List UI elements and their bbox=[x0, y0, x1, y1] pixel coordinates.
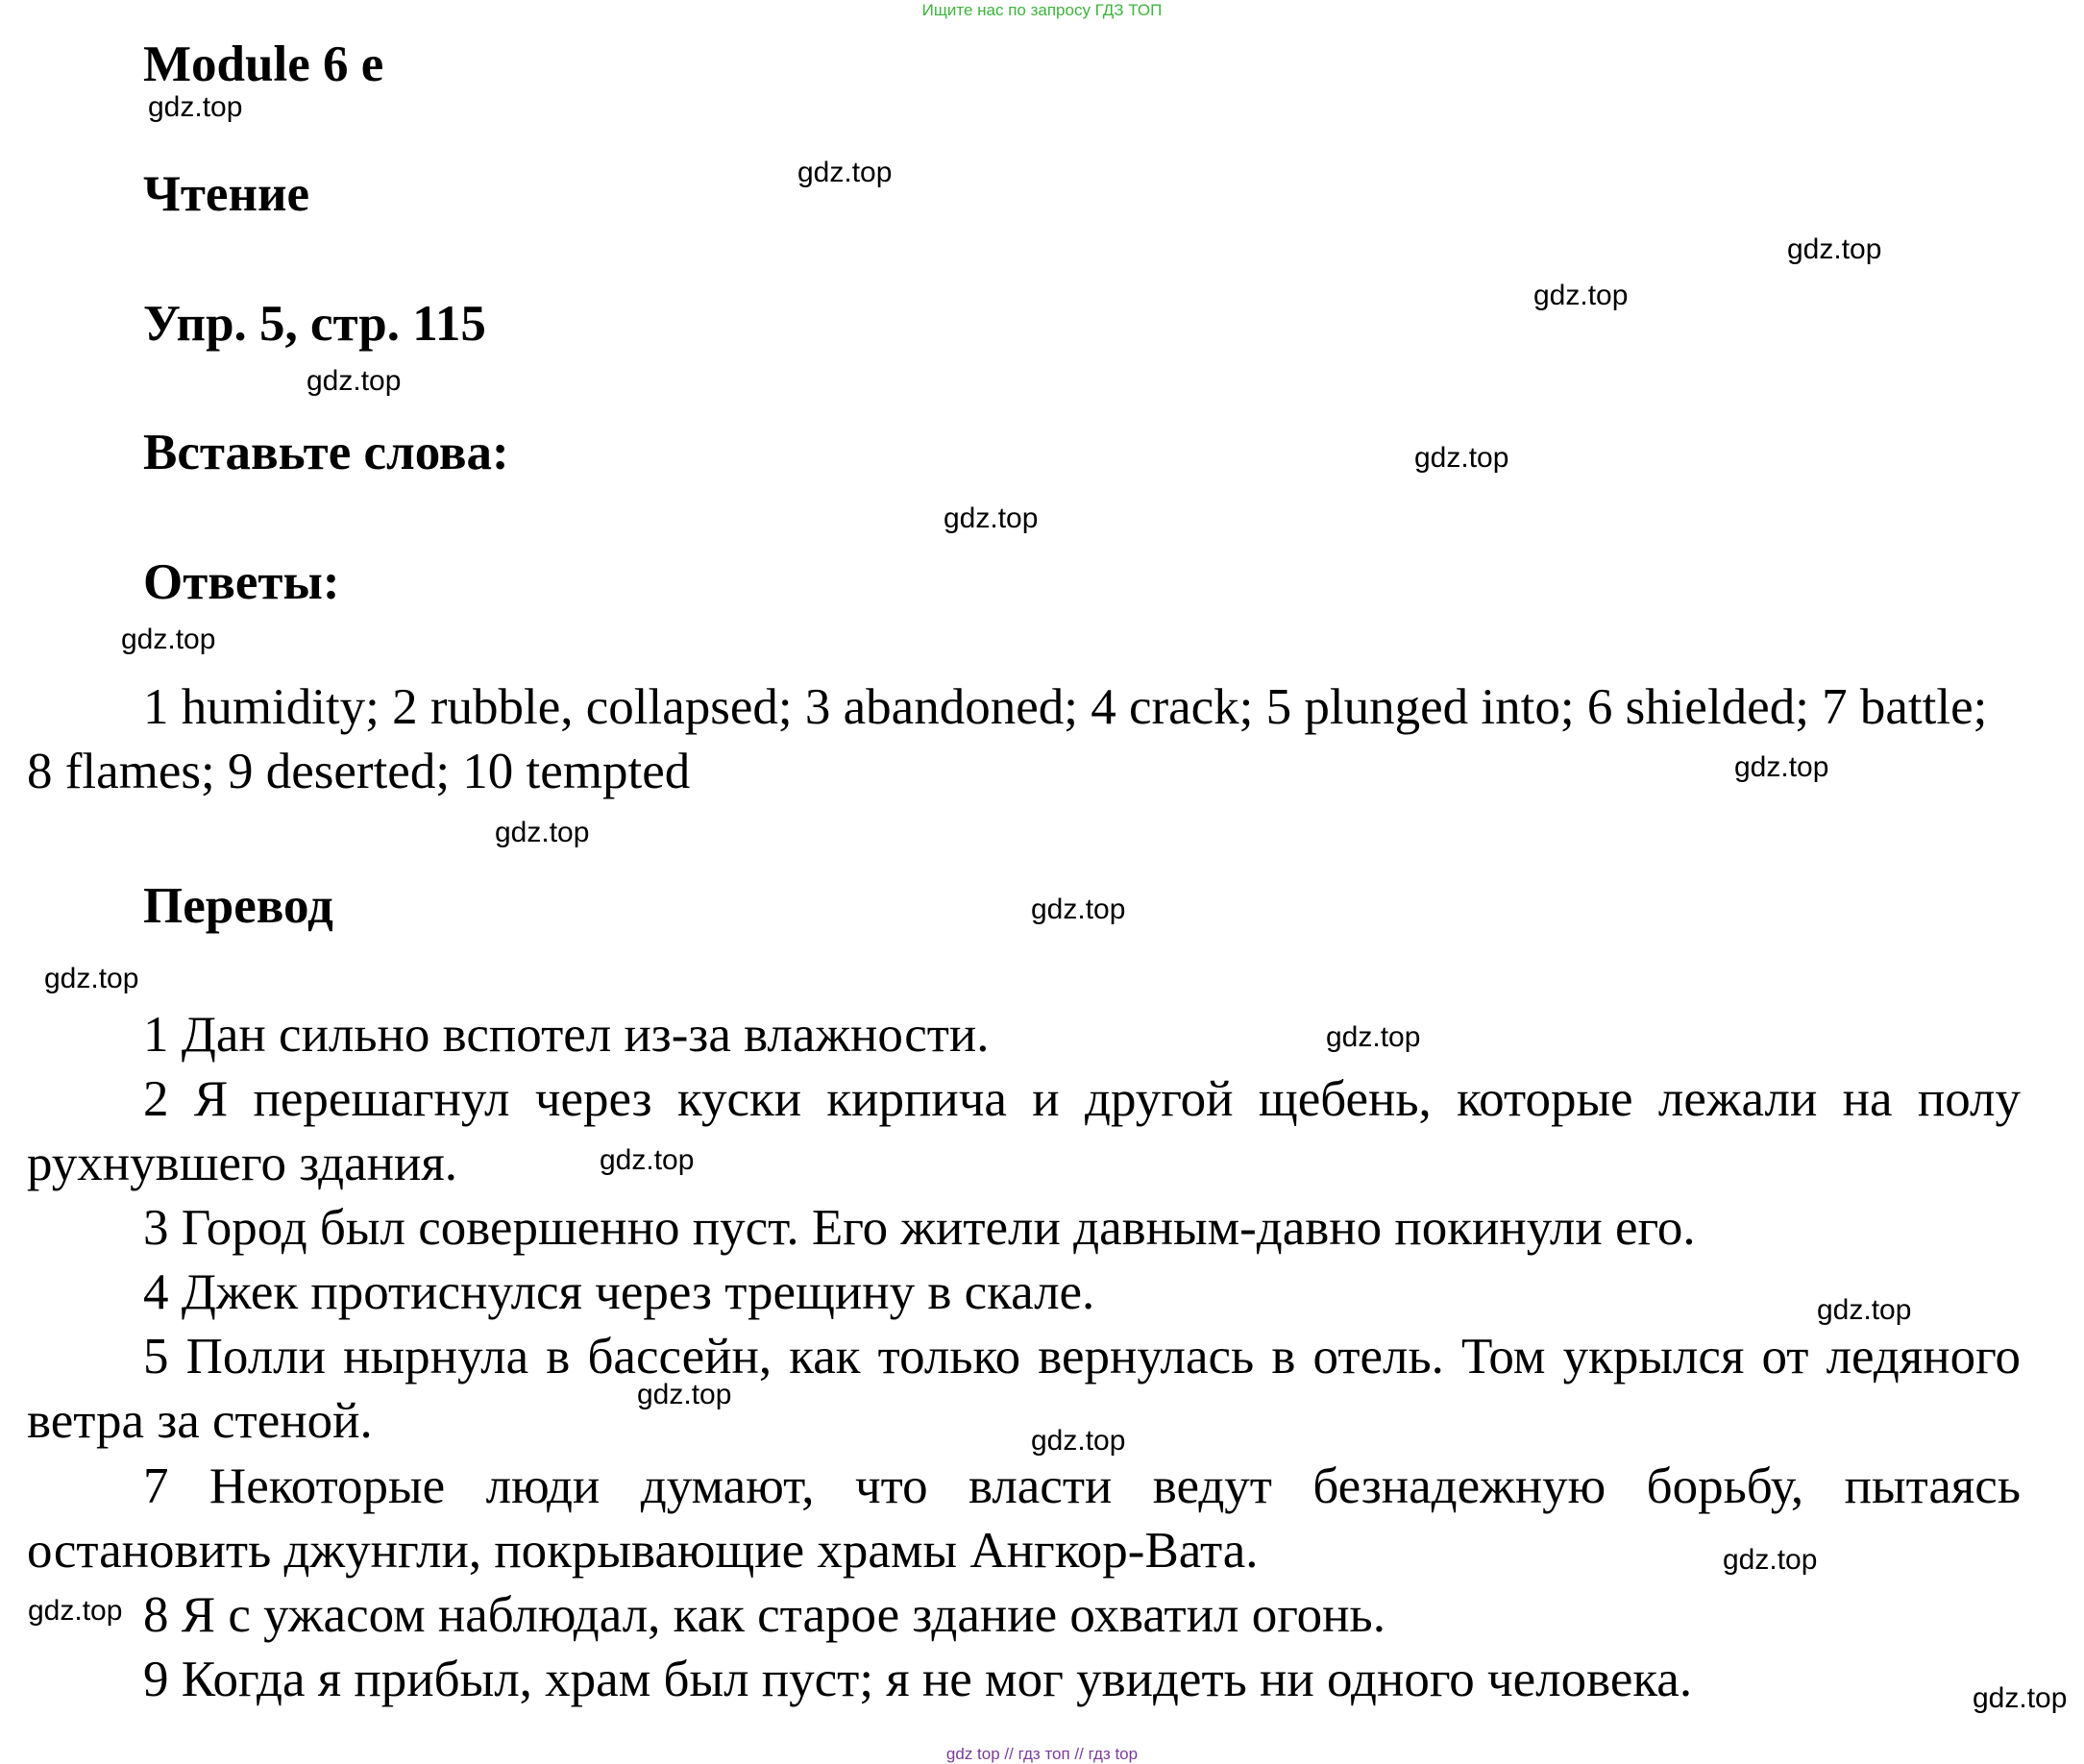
watermark: gdz.top bbox=[637, 1379, 732, 1410]
watermark: gdz.top bbox=[1973, 1682, 2068, 1714]
translation-item-5: 5 Полли нырнула в бассейн, как только вернулась в отель. Том укрылся от ледяного ветра за стеной. bbox=[27, 1329, 2021, 1449]
footer-links[interactable]: gdz top // гдз топ // гдз top bbox=[945, 1745, 1139, 1763]
watermark: gdz.top bbox=[1326, 1021, 1421, 1053]
translation-item-1: 1 Дан сильно вспотел из-за влажности. bbox=[143, 1007, 990, 1063]
translation-title: Перевод bbox=[143, 878, 333, 934]
watermark: gdz.top bbox=[1723, 1544, 1818, 1576]
watermark: gdz.top bbox=[1787, 233, 1882, 265]
answers-title: Ответы: bbox=[143, 554, 340, 610]
translation-item-9: 9 Когда я прибыл, храм был пуст; я не мог увидеть ни одного человека. bbox=[143, 1652, 1693, 1707]
watermark: gdz.top bbox=[1734, 751, 1829, 783]
section-title-reading: Чтение bbox=[143, 166, 310, 222]
watermark: gdz.top bbox=[306, 365, 402, 397]
translation-item-3: 3 Город был совершенно пуст. Его жители давным-давно покинули его. bbox=[143, 1200, 1696, 1256]
answers-text: 1 humidity; 2 rubble, collapsed; 3 abandoned; 4 crack; 5 plunged into; 6 shielded; 7 battle; 8 flames; 9 deserted; 10 tempted bbox=[27, 679, 1988, 799]
module-title: Module 6 e bbox=[143, 37, 384, 92]
task-title: Вставьте слова: bbox=[143, 425, 509, 480]
translation-item-7: 7 Некоторые люди думают, что власти ведут безнадежную борьбу, пытаясь остановить джунгли, покрывающие храмы Ангкор-Вата. bbox=[27, 1458, 2021, 1579]
watermark: gdz.top bbox=[1414, 442, 1509, 474]
watermark: gdz.top bbox=[28, 1595, 123, 1627]
exercise-title: Упр. 5, стр. 115 bbox=[143, 296, 486, 352]
watermark: gdz.top bbox=[944, 502, 1039, 534]
watermark: gdz.top bbox=[121, 624, 216, 655]
watermark: gdz.top bbox=[44, 963, 139, 994]
watermark: gdz.top bbox=[148, 91, 243, 123]
translation-item-4: 4 Джек протиснулся через трещину в скале. bbox=[143, 1264, 1095, 1320]
top-banner[interactable]: Ищите нас по запросу ГДЗ ТОП bbox=[921, 1, 1163, 19]
translation-item-8: 8 Я с ужасом наблюдал, как старое здание охватил огонь. bbox=[143, 1587, 1385, 1643]
watermark: gdz.top bbox=[1031, 1425, 1126, 1457]
watermark: gdz.top bbox=[1533, 280, 1629, 311]
watermark: gdz.top bbox=[1817, 1294, 1912, 1326]
watermark: gdz.top bbox=[1031, 894, 1126, 925]
watermark: gdz.top bbox=[495, 817, 590, 848]
watermark: gdz.top bbox=[600, 1144, 695, 1176]
translation-item-2: 2 Я перешагнул через куски кирпича и другой щебень, которые лежали на полу рухнувшего здания. bbox=[27, 1071, 2021, 1191]
watermark: gdz.top bbox=[797, 157, 893, 188]
